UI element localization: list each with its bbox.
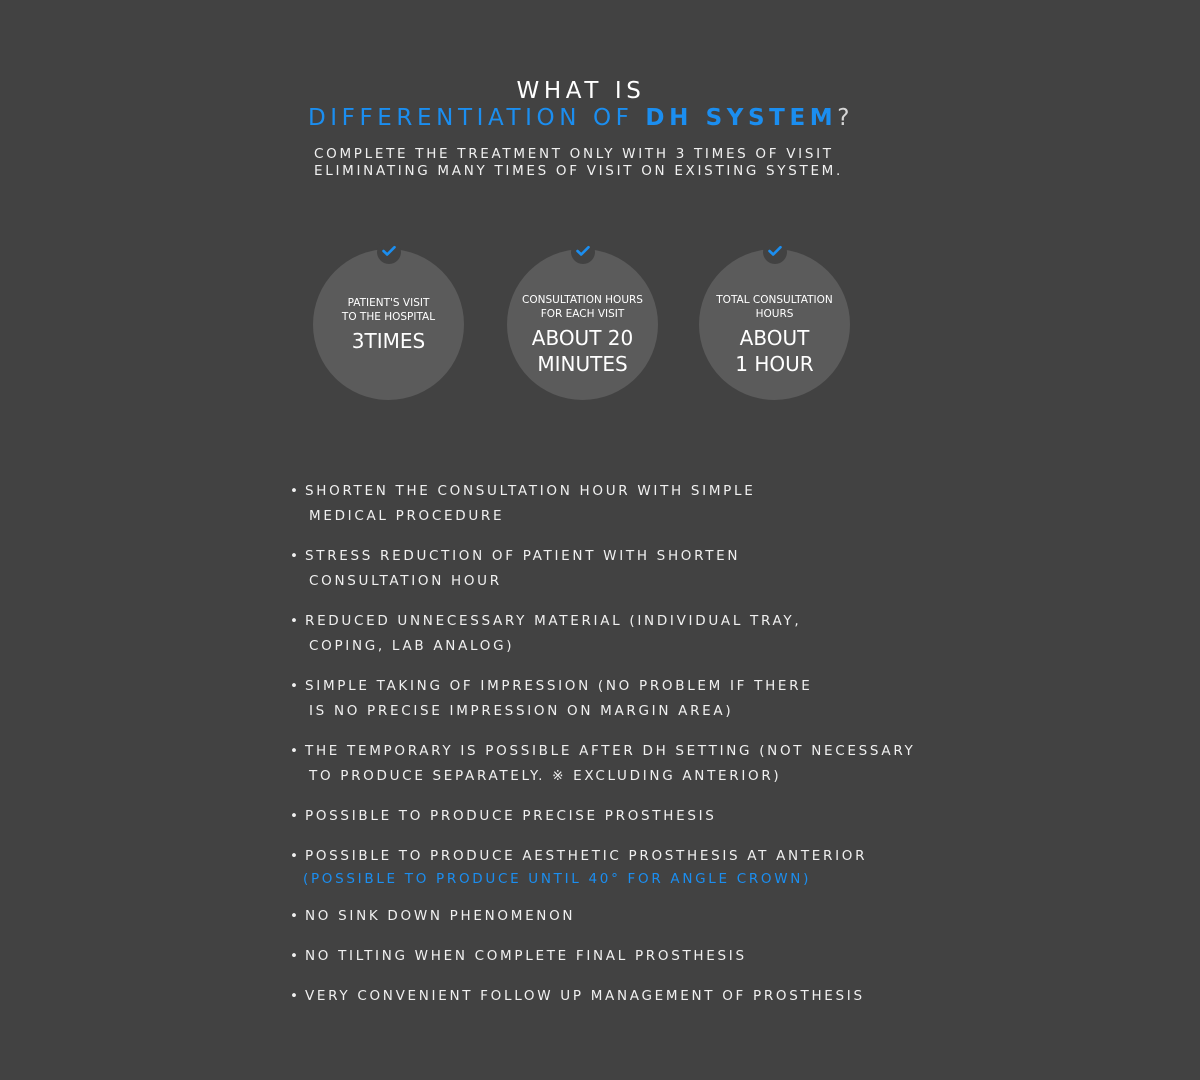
stat-circle-consultation-hours [507, 249, 658, 400]
intro-line-1: COMPLETE THE TREATMENT ONLY WITH 3 TIMES OF VISIT [314, 146, 834, 162]
page-title: WHAT IS [516, 78, 646, 104]
bullet: • [290, 743, 298, 759]
feature-item [290, 609, 916, 659]
stat-value: ABOUT 1 HOUR [735, 326, 814, 376]
feature-text-continued: TO PRODUCE SEPARATELY. ※ EXCLUDING ANTERIOR) [309, 768, 782, 784]
feature-text: VERY CONVENIENT FOLLOW UP MANAGEMENT OF PROSTHESIS [305, 988, 865, 1004]
bullet: • [290, 988, 298, 1004]
feature-item [290, 984, 916, 1009]
feature-item [290, 739, 916, 789]
bullet: • [290, 678, 298, 694]
feature-list [290, 479, 916, 1024]
bullet: • [290, 948, 298, 964]
bullet: • [290, 613, 298, 629]
heading-suffix: ? [837, 105, 855, 131]
feature-text-continued: MEDICAL PROCEDURE [309, 508, 505, 524]
feature-text: SIMPLE TAKING OF IMPRESSION (NO PROBLEM IF THERE [305, 678, 813, 694]
feature-note: (POSSIBLE TO PRODUCE UNTIL 40° FOR ANGLE CROWN) [303, 871, 812, 887]
stat-label: PATIENT'S VISIT TO THE HOSPITAL [341, 297, 436, 323]
intro-line-2: ELIMINATING MANY TIMES OF VISIT ON EXISTING SYSTEM. [314, 163, 844, 179]
feature-text: POSSIBLE TO PRODUCE PRECISE PROSTHESIS [305, 808, 717, 824]
feature-text-continued: CONSULTATION HOUR [309, 573, 502, 589]
feature-item [290, 804, 916, 829]
bullet: • [290, 808, 298, 824]
feature-item [290, 944, 916, 969]
feature-item [290, 479, 916, 529]
feature-text: THE TEMPORARY IS POSSIBLE AFTER DH SETTING (NOT NECESSARY [305, 743, 916, 759]
check-icon [763, 240, 787, 264]
stat-circle-total-hours [699, 249, 850, 400]
bullet: • [290, 548, 298, 564]
bullet: • [290, 848, 298, 864]
feature-text: STRESS REDUCTION OF PATIENT WITH SHORTEN [305, 548, 741, 564]
feature-text: NO SINK DOWN PHENOMENON [305, 908, 576, 924]
stat-label: TOTAL CONSULTATION HOURS [716, 294, 833, 320]
heading-prefix: DIFFERENTIATION OF [307, 105, 646, 131]
intro-text [314, 146, 843, 180]
feature-text: POSSIBLE TO PRODUCE AESTHETIC PROSTHESIS AT ANTERIOR [305, 848, 868, 864]
feature-item [290, 844, 916, 889]
feature-item [290, 674, 916, 724]
stat-label: CONSULTATION HOURS FOR EACH VISIT [522, 294, 643, 320]
feature-text: SHORTEN THE CONSULTATION HOUR WITH SIMPLE [305, 483, 756, 499]
check-icon [571, 240, 595, 264]
feature-item [290, 544, 916, 594]
page-subtitle-heading [0, 104, 1162, 132]
heading-emphasis: DH SYSTEM [645, 105, 838, 131]
stat-value: 3TIMES [351, 329, 426, 353]
bullet: • [290, 908, 298, 924]
stat-value: ABOUT 20 MINUTES [531, 326, 634, 376]
bullet: • [290, 483, 298, 499]
stat-circle-visits [313, 249, 464, 400]
feature-text-continued: COPING, LAB ANALOG) [309, 638, 515, 654]
feature-text: REDUCED UNNECESSARY MATERIAL (INDIVIDUAL TRAY, [305, 613, 802, 629]
feature-text: NO TILTING WHEN COMPLETE FINAL PROSTHESIS [305, 948, 747, 964]
check-icon [377, 240, 401, 264]
feature-item [290, 904, 916, 929]
feature-text-continued: IS NO PRECISE IMPRESSION ON MARGIN AREA) [309, 703, 734, 719]
